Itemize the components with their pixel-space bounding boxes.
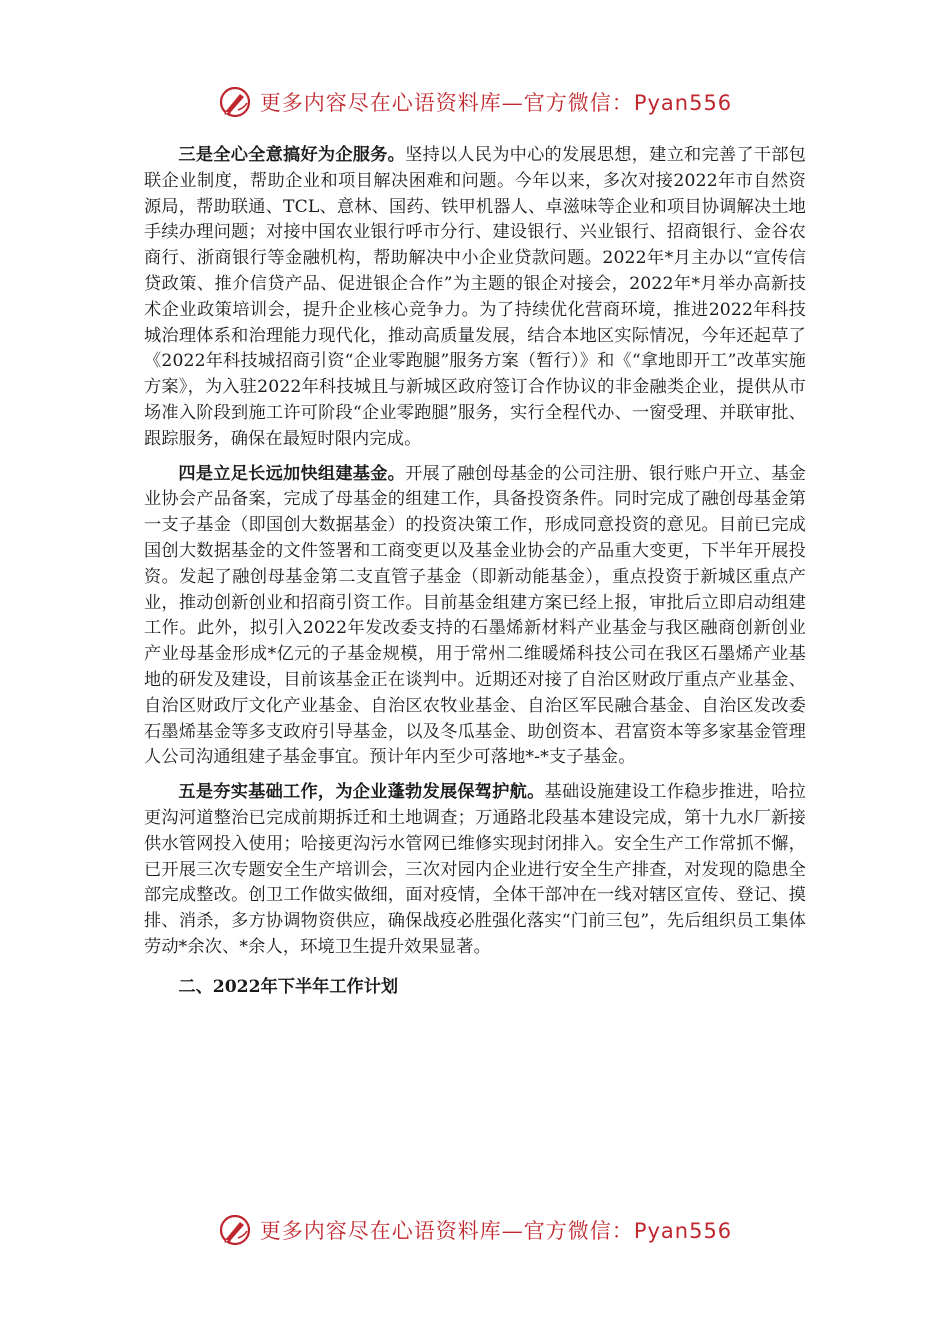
paragraph-lead: 三是全心全意搞好为企服务。 bbox=[178, 145, 406, 165]
watermark-text: 更多内容尽在心语资料库—官方微信：Pyan556 bbox=[259, 91, 733, 115]
paragraph-body: 基础设施建设工作稳步推进，哈拉更沟河道整治已完成前期拆迁和土地调查；万通路北段基本建设完成，第十九水厂新接供水管网投入使用；哈接更沟污水管网已维修实现封闭排入。安全生产工作常抓不懈，已开展三次专题安全生产培训会，三次对园内企业进行安全生产排查，对发现的隐患全部完成整改。创卫工作做实做细，面对疫情，全体干部冲在一线对辖区宣传、登记、摸排、消杀，多方协调物资供应，确保战疫必胜强化落实“门前三包”，先后组织员工集体劳动*余次、*余人，环境卫生提升效果显著。 bbox=[144, 782, 806, 957]
watermark-banner-bottom bbox=[0, 1210, 950, 1250]
watermark-text: 更多内容尽在心语资料库—官方微信：Pyan556 bbox=[259, 1219, 733, 1243]
paragraph-lead: 五是夯实基础工作，为企业蓬勃发展保驾护航。 bbox=[178, 782, 545, 803]
paragraph-5-foundation-work bbox=[144, 780, 806, 961]
paragraph-body: 开展了融创母基金的公司注册、银行账户开立、基金业协会产品备案，完成了母基金的组建工作，具备投资条件。同时完成了融创母基金第一支子基金（即国创大数据基金）的投资决策工作，形成同意投资的意见。目前已完成国创大数据基金的文件签署和工商变更以及基金业协会的产品重大变更，下半年开展投资。发起了融创母基金第二支直管子基金（即新动能基金），重点投资于新城区重点产业，推动创新创业和招商引资工作。目前基金组建方案已经上报，审批后立即启动组建工作。此外，拟引入2022年发改委支持的石墨烯新材料产业基金与我区融商创新创业产业母基金形成*亿元的子基金规模，用于常州二维暖烯科技公司在我区石墨烯产业基地的研发及建设，目前该基金正在谈判中。近期还对接了自治区财政厅重点产业基金、自治区财政厅文化产业基金、自治区农牧业基金、自治区军民融合基金、自治区发改委石墨烯基金等多支政府引导基金，以及冬瓜基金、助创资本、君富资本等多家基金管理人公司沟通组建子基金事宜。预计年内至少可落地*-*支子基金。 bbox=[144, 463, 807, 768]
paragraph-body: 坚持以人民为中心的发展思想，建立和完善了干部包联企业制度，帮助企业和项目解决困难和问题。今年以来，多次对接2022年市自然资源局，帮助联通、TCL、意林、国药、铁甲机器人、卓滋味等企业和项目协调解决土地手续办理问题；对接中国农业银行呼市分行、建设银行、兴业银行、招商银行、金谷农商行、浙商银行等金融机构，帮助解决中小企业贷款问题。2022年*月主办以“宣传信贷政策、推介信贷产品、促进银企合作”为主题的银企对接会，2022年*月举办高新技术企业政策培训会，提升企业核心竞争力。为了持续优化营商环境，推进2022年科技城治理体系和治理能力现代化，推动高质量发展，结合本地区实际情况，今年还起草了《2022年科技城招商引资“企业零跑腿”服务方案（暂行）》和《“拿地即开工”改革实施方案》，为入驻2022年科技城且与新城区政府签订合作协议的非金融类企业，提供从市场准入阶段到施工许可阶段“企业零跑腿”服务，实行全程代办、一窗受理、并联审批、跟踪服务，确保在最短时限内完成。 bbox=[144, 145, 806, 449]
paragraph-4-fund-building bbox=[144, 462, 806, 772]
paragraph-3-enterprise-service bbox=[144, 143, 806, 453]
section-heading: 二、2022年下半年工作计划 bbox=[178, 976, 399, 997]
pen-logo-icon bbox=[218, 1213, 252, 1247]
pen-logo-icon bbox=[218, 85, 252, 119]
watermark-banner-top bbox=[0, 82, 950, 122]
document-body bbox=[144, 143, 806, 1001]
paragraph-lead: 四是立足长远加快组建基金。 bbox=[178, 463, 406, 484]
